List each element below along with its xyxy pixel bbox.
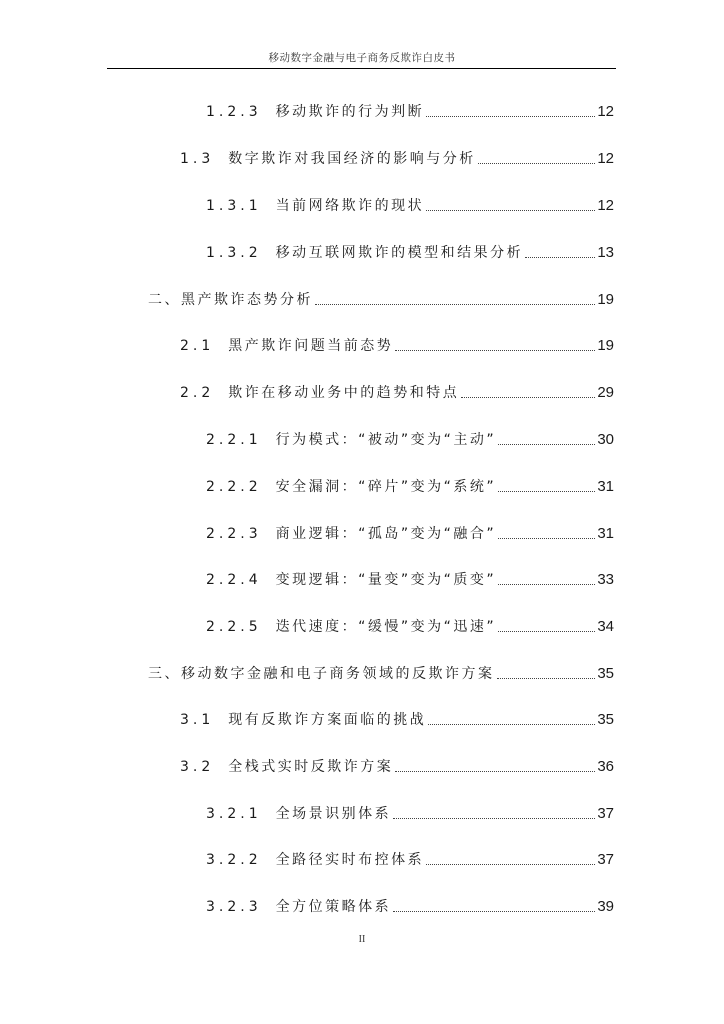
toc-entry-title: 全场景识别体系 — [275, 806, 392, 822]
toc-entry-page: 39 — [597, 898, 614, 915]
toc-entry-number: 3.2.3 — [206, 899, 262, 915]
toc-entry[interactable] — [206, 800, 614, 822]
toc-dot-leader — [315, 304, 595, 305]
toc-entry-title: 商业逻辑：“孤岛”变为“融合” — [275, 526, 497, 542]
toc-entry[interactable] — [206, 613, 614, 635]
toc-entry-page: 34 — [597, 618, 614, 635]
toc-entry-number: 2.2.5 — [206, 619, 262, 635]
toc-entry-title: 现有反欺诈方案面临的挑战 — [228, 712, 427, 728]
toc-entry-title: 移动欺诈的行为判断 — [275, 104, 425, 120]
toc-dot-leader — [426, 210, 595, 211]
toc-entry[interactable] — [206, 846, 614, 868]
toc-dot-leader — [498, 491, 595, 492]
toc-entry[interactable] — [148, 286, 614, 308]
toc-entry-page: 35 — [597, 711, 614, 728]
toc-dot-leader — [498, 631, 595, 632]
toc-entry-number: 3.2 — [180, 759, 215, 775]
toc-entry-page: 19 — [597, 291, 614, 308]
toc-entry[interactable] — [206, 566, 614, 588]
toc-entry-page: 31 — [597, 478, 614, 495]
toc-entry-number: 1.3.2 — [206, 245, 262, 261]
toc-dot-leader — [426, 864, 595, 865]
toc-dot-leader — [393, 818, 595, 819]
toc-entry-title: 三、移动数字金融和电子商务领域的反欺诈方案 — [148, 666, 495, 682]
toc-entry-number: 2.2.2 — [206, 479, 262, 495]
toc-entry-title: 当前网络欺诈的现状 — [275, 198, 425, 214]
toc-dot-leader — [461, 397, 595, 398]
toc-entry[interactable] — [180, 379, 614, 401]
toc-entry-title: 黑产欺诈问题当前态势 — [228, 338, 394, 354]
toc-entry-number: 1.3.1 — [206, 198, 262, 214]
toc-entry-title: 变现逻辑：“量变”变为“质变” — [275, 572, 497, 588]
toc-dot-leader — [395, 771, 595, 772]
toc-entry[interactable] — [206, 192, 614, 214]
toc-entry[interactable] — [206, 239, 614, 261]
toc-entry-page: 37 — [597, 851, 614, 868]
toc-dot-leader — [498, 538, 595, 539]
toc-entry[interactable] — [206, 98, 614, 120]
toc-entry-number: 3.2.2 — [206, 852, 262, 868]
toc-dot-leader — [478, 163, 596, 164]
toc-dot-leader — [426, 116, 595, 117]
toc-entry-page: 33 — [597, 571, 614, 588]
toc-entry-page: 36 — [597, 758, 614, 775]
toc-entry-number: 2.2.1 — [206, 432, 262, 448]
toc-dot-leader — [498, 444, 595, 445]
toc-entry-title: 行为模式：“被动”变为“主动” — [275, 432, 497, 448]
toc-dot-leader — [393, 911, 595, 912]
toc-entry-page: 13 — [597, 244, 614, 261]
toc-entry-number: 3.1 — [180, 712, 215, 728]
toc-entry-title: 迭代速度：“缓慢”变为“迅速” — [275, 619, 497, 635]
toc-entry-title: 移动互联网欺诈的模型和结果分析 — [275, 245, 524, 261]
toc-entry-title: 安全漏洞：“碎片”变为“系统” — [275, 479, 497, 495]
toc-entry[interactable] — [206, 426, 614, 448]
header-divider — [107, 68, 616, 69]
toc-entry-page: 12 — [597, 197, 614, 214]
toc-entry-page: 19 — [597, 337, 614, 354]
toc-entry-number: 2.2 — [180, 385, 215, 401]
toc-entry-title: 欺诈在移动业务中的趋势和特点 — [228, 385, 460, 401]
toc-dot-leader — [525, 257, 595, 258]
toc-entry-number: 2.2.4 — [206, 572, 262, 588]
toc-entry[interactable] — [148, 660, 614, 682]
toc-entry-page: 31 — [597, 525, 614, 542]
toc-entry-number: 3.2.1 — [206, 806, 262, 822]
toc-dot-leader — [395, 350, 595, 351]
toc-entry-page: 35 — [597, 665, 614, 682]
toc-entry-number: 1.2.3 — [206, 104, 262, 120]
toc-entry-page: 30 — [597, 431, 614, 448]
toc-dot-leader — [428, 724, 595, 725]
toc-dot-leader — [497, 678, 596, 679]
toc-entry-page: 29 — [597, 384, 614, 401]
toc-entry-title: 全栈式实时反欺诈方案 — [228, 759, 394, 775]
toc-entry[interactable] — [180, 706, 614, 728]
toc-entry-title: 二、黑产欺诈态势分析 — [148, 292, 313, 308]
toc-entry-number: 1.3 — [180, 151, 215, 167]
toc-entry[interactable] — [180, 753, 614, 775]
toc-entry[interactable] — [206, 520, 614, 542]
toc-entry-number: 2.2.3 — [206, 526, 262, 542]
toc-entry-title: 数字欺诈对我国经济的影响与分析 — [228, 151, 476, 167]
toc-entry[interactable] — [206, 473, 614, 495]
running-header-title: 移动数字金融与电子商务反欺诈白皮书 — [268, 52, 456, 64]
toc-entry[interactable] — [180, 332, 614, 354]
toc-entry[interactable] — [206, 893, 614, 915]
toc-entry-page: 37 — [597, 805, 614, 822]
page-number: II — [358, 934, 366, 945]
toc-entry-title: 全路径实时布控体系 — [275, 852, 425, 868]
toc-entry-page: 12 — [597, 150, 614, 167]
toc-entry[interactable] — [180, 145, 614, 167]
toc-entry-page: 12 — [597, 103, 614, 120]
toc-entry-title: 全方位策略体系 — [275, 899, 392, 915]
toc-entry-number: 2.1 — [180, 338, 215, 354]
toc-dot-leader — [498, 584, 595, 585]
